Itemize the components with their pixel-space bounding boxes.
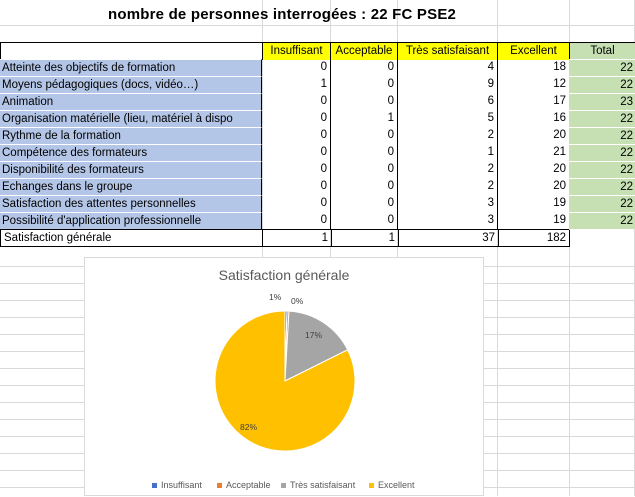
row-label[interactable]: Possibilité d'application professionnelle	[0, 212, 262, 229]
cell-excellent[interactable]: 12	[497, 76, 569, 93]
summary-tres-satisfaisant[interactable]: 37	[398, 230, 498, 247]
cell-excellent[interactable]: 19	[497, 195, 569, 212]
row-label[interactable]: Echanges dans le groupe	[0, 178, 262, 195]
cell-excellent[interactable]: 19	[497, 212, 569, 229]
cell-acceptable[interactable]: 0	[330, 93, 397, 110]
cell-acceptable[interactable]: 0	[330, 195, 397, 212]
cell-total[interactable]: 22	[569, 161, 635, 178]
legend-label: Insuffisant	[161, 480, 202, 490]
header-tres-satisfaisant[interactable]: Très satisfaisant	[397, 43, 497, 60]
legend-label: Excellent	[378, 480, 415, 490]
cell-total[interactable]: 22	[569, 212, 635, 229]
cell-tres-satisfaisant[interactable]: 3	[397, 195, 497, 212]
row-label[interactable]: Atteinte des objectifs de formation	[0, 59, 262, 76]
cell-tres-satisfaisant[interactable]: 6	[397, 93, 497, 110]
cell-tres-satisfaisant[interactable]: 2	[397, 127, 497, 144]
row-label[interactable]: Organisation matérielle (lieu, matériel à dispo	[0, 110, 262, 127]
legend-label: Très satisfaisant	[290, 480, 356, 490]
cell-acceptable[interactable]: 0	[330, 161, 397, 178]
table-row	[0, 127, 635, 144]
pct-label-excellent: 82%	[240, 422, 258, 432]
cell-tres-satisfaisant[interactable]: 2	[397, 161, 497, 178]
table-row	[0, 110, 635, 127]
cell-acceptable[interactable]: 1	[330, 110, 397, 127]
cell-acceptable[interactable]: 0	[330, 178, 397, 195]
row-label[interactable]: Satisfaction des attentes personnelles	[0, 195, 262, 212]
pie-chart[interactable]	[84, 257, 484, 496]
legend-label: Acceptable	[226, 480, 271, 490]
chart-title: Satisfaction générale	[218, 267, 350, 283]
cell-tres-satisfaisant[interactable]: 9	[397, 76, 497, 93]
cell-excellent[interactable]: 16	[497, 110, 569, 127]
summary-row	[0, 229, 569, 247]
row-label[interactable]: Disponibilité des formateurs	[0, 161, 262, 178]
cell-acceptable[interactable]: 0	[330, 76, 397, 93]
summary-excellent[interactable]: 182	[498, 230, 570, 247]
cell-insuffisant[interactable]: 0	[320, 95, 327, 107]
row-label[interactable]: Rythme de la formation	[0, 127, 262, 144]
legend-swatch	[369, 483, 374, 488]
table-row	[0, 76, 635, 93]
cell-excellent[interactable]: 17	[497, 93, 569, 110]
cell-tres-satisfaisant[interactable]: 1	[397, 144, 497, 161]
cell-total[interactable]: 22	[569, 127, 635, 144]
legend-swatch	[152, 483, 157, 488]
row-label[interactable]: Moyens pédagogiques (docs, vidéo…)	[0, 76, 262, 93]
cell-insuffisant[interactable]: 0	[320, 180, 327, 192]
table-row	[0, 93, 635, 110]
table-row	[0, 161, 635, 178]
cell-acceptable[interactable]: 0	[330, 144, 397, 161]
table-row	[0, 59, 635, 76]
cell-excellent[interactable]: 20	[497, 161, 569, 178]
legend-item-insuffisant	[152, 480, 202, 490]
cell-acceptable[interactable]: 0	[330, 127, 397, 144]
pct-label-tres-satisfaisant: 17%	[305, 330, 323, 340]
cell-total[interactable]: 22	[569, 178, 635, 195]
cell-total[interactable]: 22	[569, 144, 635, 161]
cell-insuffisant[interactable]: 0	[320, 61, 327, 73]
cell-insuffisant[interactable]: 0	[320, 146, 327, 158]
cell-total[interactable]: 22	[569, 110, 635, 127]
legend-swatch	[217, 483, 222, 488]
cell-insuffisant[interactable]: 0	[320, 197, 327, 209]
header-blank-cell[interactable]	[0, 43, 262, 60]
cell-excellent[interactable]: 21	[497, 144, 569, 161]
cell-insuffisant[interactable]: 0	[320, 214, 327, 226]
cell-tres-satisfaisant[interactable]: 3	[397, 212, 497, 229]
pie-svg	[85, 258, 485, 497]
table-row	[0, 212, 635, 229]
summary-acceptable[interactable]: 1	[331, 230, 398, 247]
legend-item-excellent	[369, 480, 415, 490]
table-row	[0, 195, 635, 212]
cell-insuffisant[interactable]: 0	[320, 112, 327, 124]
cell-excellent[interactable]: 18	[497, 59, 569, 76]
cell-insuffisant[interactable]: 0	[320, 129, 327, 141]
row-label[interactable]: Compétence des formateurs	[0, 144, 262, 161]
cell-total[interactable]: 23	[569, 93, 635, 110]
cell-insuffisant[interactable]: 1	[320, 78, 327, 90]
cell-total[interactable]: 22	[569, 59, 635, 76]
summary-label[interactable]: Satisfaction générale	[1, 230, 263, 247]
pct-label-insuffisant: 0%	[291, 296, 304, 306]
header-total[interactable]: Total	[569, 43, 635, 60]
legend-item-tres-satisfaisant	[281, 480, 355, 490]
header-acceptable[interactable]: Acceptable	[330, 43, 397, 60]
cell-tres-satisfaisant[interactable]: 5	[397, 110, 497, 127]
pct-label-acceptable: 1%	[269, 292, 282, 302]
cell-tres-satisfaisant[interactable]: 4	[397, 59, 497, 76]
sheet-title: nombre de personnes interrogées : 22 FC PSE2	[108, 6, 457, 23]
cell-acceptable[interactable]: 0	[330, 59, 397, 76]
row-label[interactable]: Animation	[0, 93, 262, 110]
legend-item-acceptable	[217, 480, 271, 490]
summary-insuffisant[interactable]: 1	[321, 232, 328, 244]
header-excellent[interactable]: Excellent	[497, 43, 569, 60]
header-insuffisant[interactable]: Insuffisant	[262, 43, 330, 60]
table-header-row	[0, 42, 635, 60]
cell-excellent[interactable]: 20	[497, 127, 569, 144]
cell-tres-satisfaisant[interactable]: 2	[397, 178, 497, 195]
table-row	[0, 144, 635, 161]
table-row	[0, 178, 635, 195]
cell-acceptable[interactable]: 0	[330, 212, 397, 229]
cell-total[interactable]: 22	[569, 195, 635, 212]
cell-excellent[interactable]: 20	[497, 178, 569, 195]
cell-total[interactable]: 22	[569, 76, 635, 93]
legend-swatch	[281, 483, 286, 488]
cell-insuffisant[interactable]: 0	[320, 163, 327, 175]
